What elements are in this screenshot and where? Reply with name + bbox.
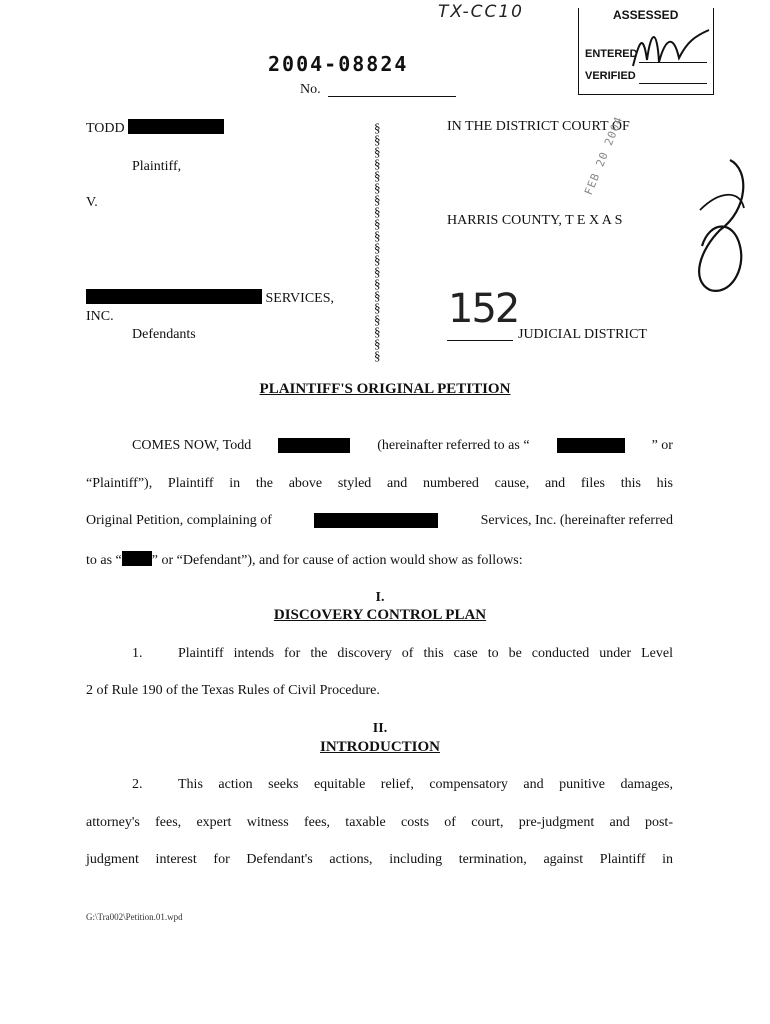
stamp-entered-label: ENTERED — [585, 48, 638, 60]
intro-text: to as “ — [86, 553, 122, 568]
intro-line-3 — [86, 513, 673, 529]
redaction-bar — [86, 289, 262, 304]
section-symbol: § — [374, 192, 381, 207]
district-number: 152 — [448, 286, 519, 332]
intro-text: COMES NOW, Todd — [132, 438, 252, 453]
section-symbol: § — [374, 216, 381, 231]
defendant-company-suffix: SERVICES, — [265, 291, 335, 306]
section-symbol: § — [374, 228, 381, 243]
section-numeral: II. — [372, 721, 388, 736]
section-symbol: § — [374, 120, 381, 135]
defendant-label: Defendants — [132, 327, 196, 342]
section-symbol: § — [374, 300, 381, 315]
paragraph-line: Plaintiff intends for the discovery of this case to be conducted under Level — [178, 646, 673, 661]
initials-signature — [629, 22, 713, 72]
plaintiff-name — [86, 119, 224, 137]
plaintiff-first-name: TODD — [86, 121, 125, 136]
paragraph-line: This action seeks equitable relief, compensatory and punitive damages, — [178, 777, 673, 792]
clerk-signature — [680, 150, 754, 300]
district-number-line — [447, 340, 513, 341]
section-symbol: § — [374, 144, 381, 159]
redaction-bar — [128, 119, 224, 134]
defendant-company — [86, 289, 334, 307]
redaction-bar — [557, 438, 625, 453]
section-symbol: § — [374, 336, 381, 351]
county-line: HARRIS COUNTY, T E X A S — [447, 213, 623, 228]
clerk-filing-stamp: FEB 20 2004 — [582, 114, 626, 197]
stamp-verified-label: VERIFIED — [585, 70, 636, 82]
stamp-assessed-label: ASSESSED — [613, 8, 679, 22]
footer-file-path: G:\Tra002\Petition.01.wpd — [86, 912, 183, 922]
intro-text: Services, Inc. (hereinafter referred — [480, 513, 673, 528]
section-symbol-column — [374, 122, 381, 362]
section-heading: INTRODUCTION — [319, 739, 440, 755]
district-label: JUDICIAL DISTRICT — [518, 327, 647, 342]
section-symbol: § — [374, 168, 381, 183]
intro-text: Original Petition, complaining of — [86, 513, 272, 528]
section-symbol: § — [374, 312, 381, 327]
redaction-bar — [314, 513, 438, 528]
paragraph-number: 1. — [132, 646, 143, 661]
section-symbol: § — [374, 348, 381, 363]
margin-note: TX-CC10 — [438, 2, 524, 22]
intro-line-1 — [132, 438, 673, 454]
paragraph-line: judgment interest for Defendant's actions, including termination, against Plaintiff in — [86, 852, 673, 867]
redaction-bar — [278, 438, 350, 453]
intro-line-4 — [86, 551, 523, 569]
section-symbol: § — [374, 252, 381, 267]
section-symbol: § — [374, 240, 381, 255]
section-symbol: § — [374, 204, 381, 219]
assessed-stamp — [578, 8, 714, 95]
section-numeral: I. — [375, 590, 385, 605]
paragraph-number: 2. — [132, 777, 143, 792]
paragraph-line: attorney's fees, expert witness fees, taxable costs of court, pre-judgment and post- — [86, 815, 673, 830]
redaction-bar — [122, 551, 152, 566]
stamp-verified-line — [639, 83, 707, 84]
versus-label: V. — [86, 195, 98, 210]
section-symbol: § — [374, 288, 381, 303]
section-heading: DISCOVERY CONTROL PLAN — [273, 607, 487, 623]
section-symbol: § — [374, 156, 381, 171]
section-symbol: § — [374, 276, 381, 291]
court-line: IN THE DISTRICT COURT OF — [447, 119, 630, 134]
case-number-label: No. — [300, 82, 321, 97]
section-symbol: § — [374, 324, 381, 339]
plaintiff-label: Plaintiff, — [132, 159, 182, 174]
intro-text: (hereinafter referred to as “ — [377, 438, 530, 453]
section-symbol: § — [374, 264, 381, 279]
paragraph-line: 2 of Rule 190 of the Texas Rules of Civil Procedure. — [86, 683, 380, 698]
section-symbol: § — [374, 180, 381, 195]
section-symbol: § — [374, 132, 381, 147]
case-number: 2004-08824 — [268, 52, 409, 76]
defendant-company-inc: INC. — [86, 309, 114, 324]
case-number-line — [328, 96, 456, 97]
document-title: PLAINTIFF'S ORIGINAL PETITION — [259, 381, 511, 397]
intro-text: ” or — [651, 438, 673, 453]
intro-text: ” or “Defendant”), and for cause of action would show as follows: — [151, 553, 523, 568]
intro-line-2: “Plaintiff”), Plaintiff in the above styled and numbered cause, and files this his — [86, 476, 673, 491]
